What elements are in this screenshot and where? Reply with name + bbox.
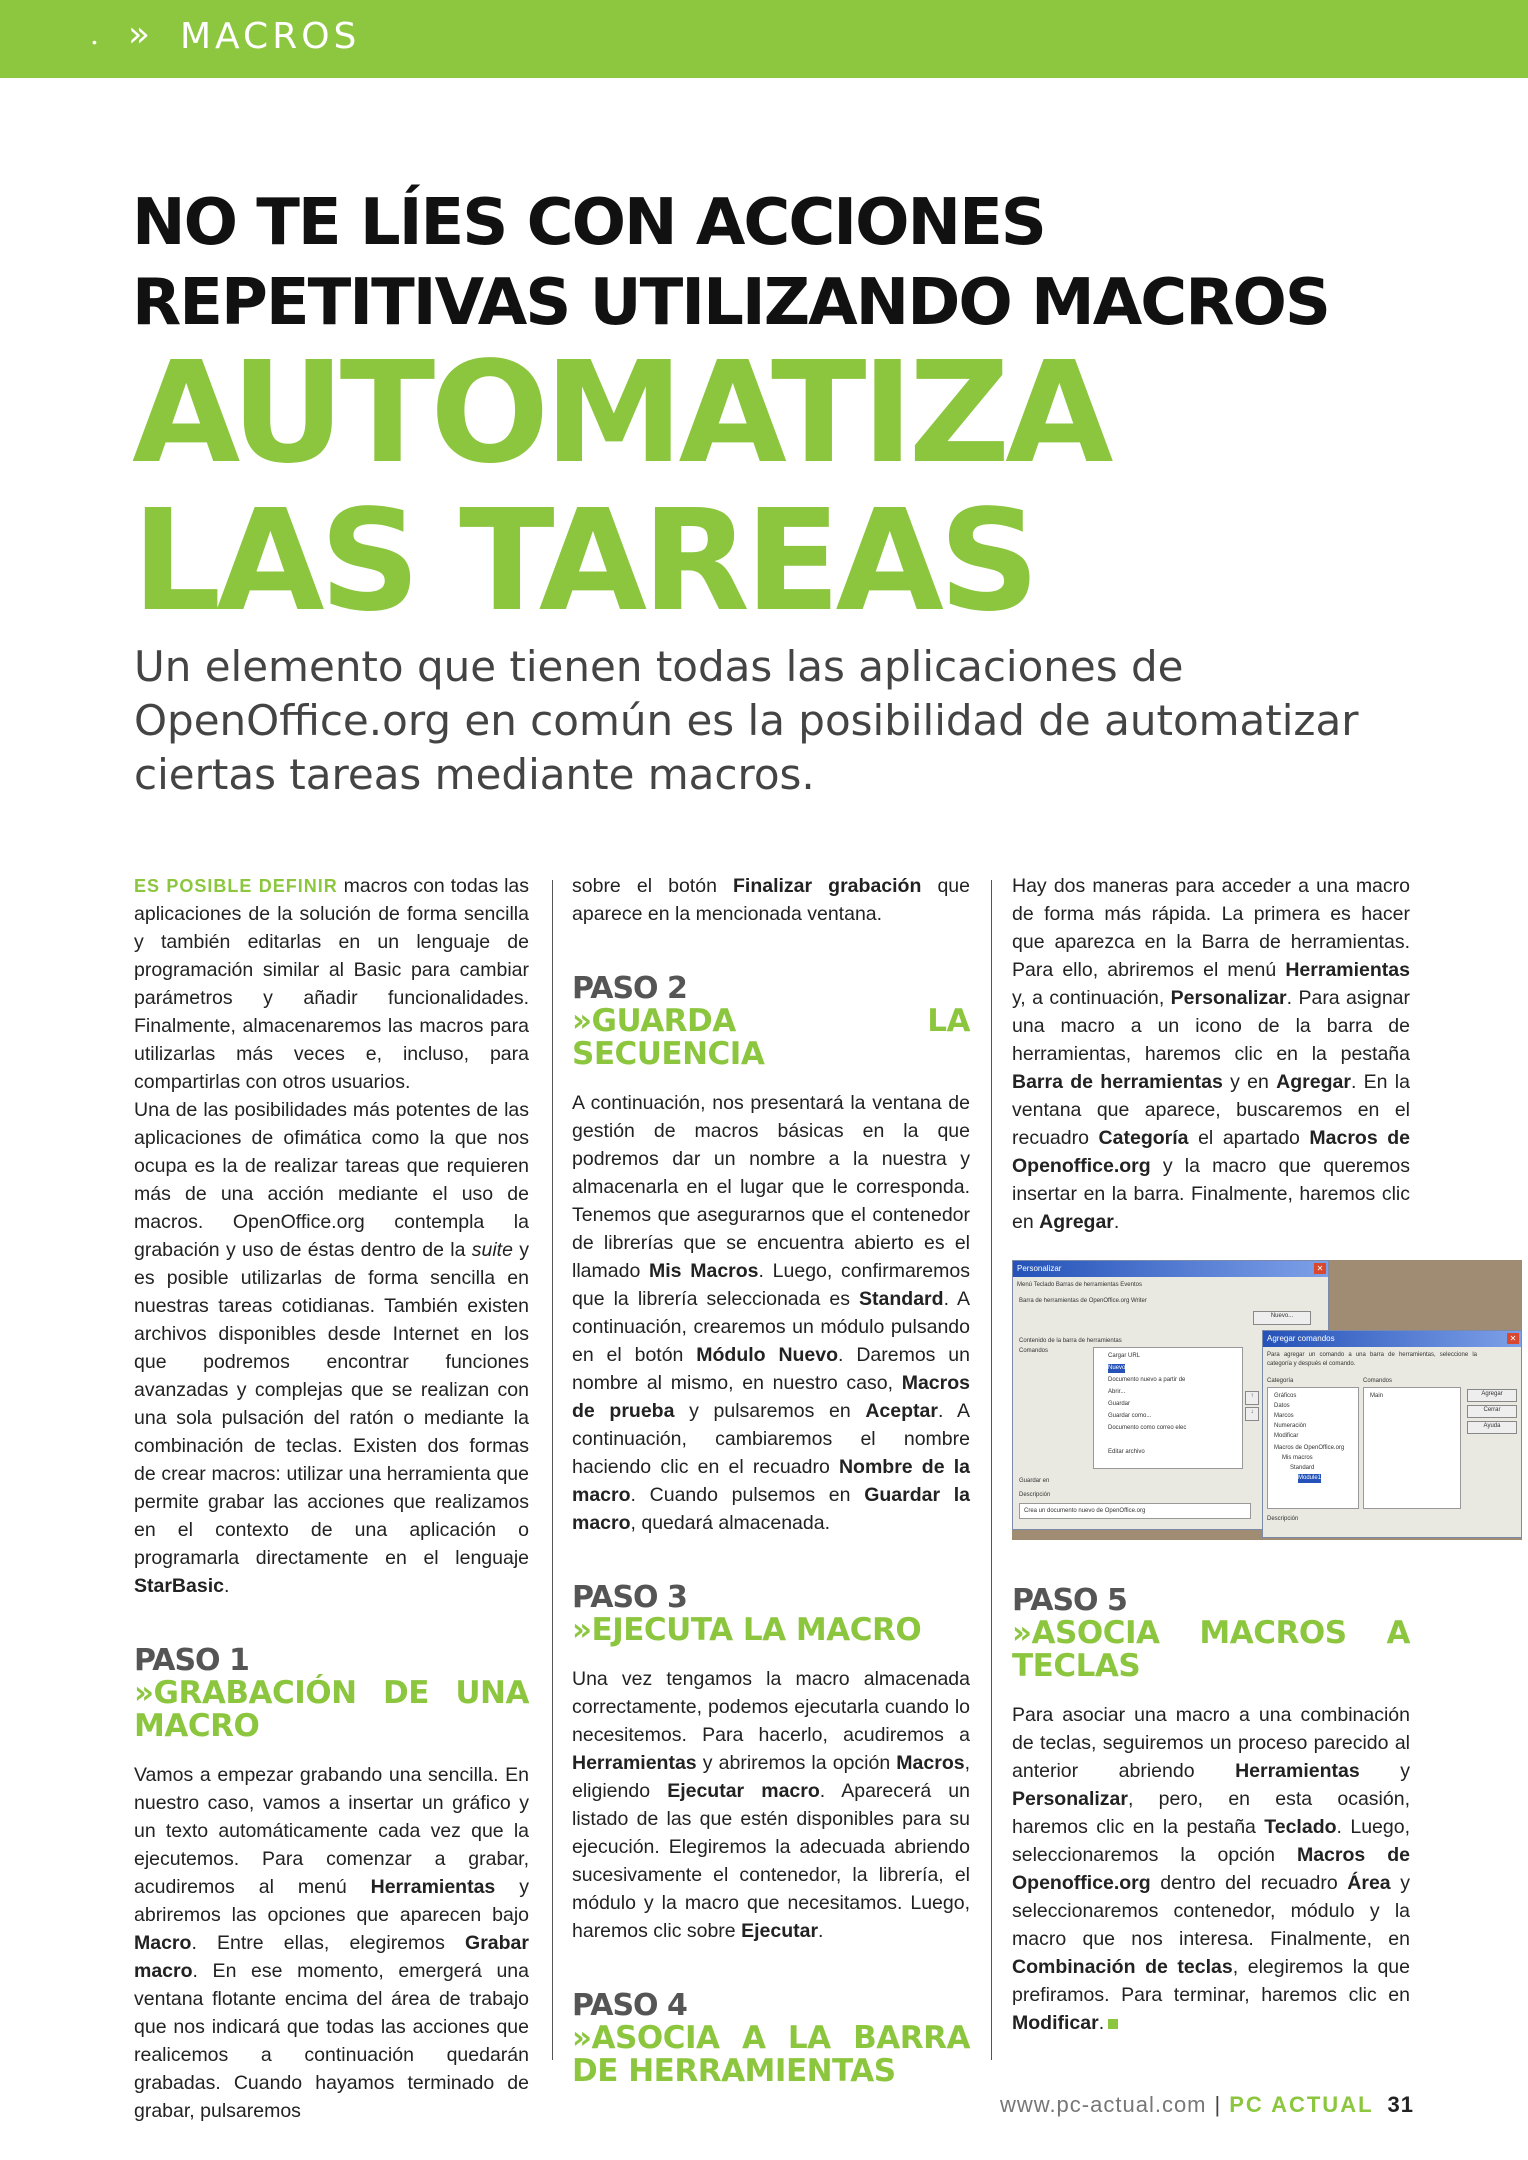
arrow-up-icon: ↑ <box>1245 1391 1259 1405</box>
page-number: 31 <box>1387 2092 1415 2117</box>
lead-in: ES POSIBLE DEFINIR <box>134 876 338 896</box>
step-number: PASO 4 <box>572 1988 687 2023</box>
close-button: Cerrar <box>1467 1405 1517 1418</box>
page-footer <box>1000 2092 1414 2118</box>
step-number: PASO 2 <box>572 971 687 1006</box>
description-box: Crea un documento nuevo de OpenOffice.org <box>1019 1503 1251 1519</box>
intro-paragraph: Un elemento que tienen todas las aplicaciones de OpenOffice.org en común es la posibilidad de automatizar ciertas tareas mediante macros. <box>134 642 1359 799</box>
save-in-label: Guardar en <box>1019 1478 1050 1484</box>
contents-label: Contenido de la barra de herramientas <box>1019 1338 1122 1344</box>
paragraph: Una vez tengamos la macro almacenada correctamente, podemos ejecutarla cuando lo necesitemos. Para hacerlo, acudiremos a Herramientas y abriremos la opción Macros, eligiendo Ejecutar macro. Aparecerá un listado de las que estén disponibles para su ejecución. Elegiremos la adecuada abriendo sucesivamente el contenedor, la librería, el módulo y la macro que necesitamos. Luego, haremos clic sobre Ejecutar. <box>572 1668 970 1942</box>
description-label: Descripción <box>1267 1516 1299 1522</box>
dialog-titlebar: Personalizar <box>1013 1261 1328 1277</box>
commands-label: Comandos <box>1019 1348 1049 1354</box>
column-divider-1 <box>552 880 553 2060</box>
close-icon: ✕ <box>1507 1333 1519 1344</box>
step-number: PASO 1 <box>134 1643 249 1678</box>
paragraph: sobre el botón Finalizar grabación que aparece en la mencionada ventana. <box>572 875 970 925</box>
step-2-heading <box>572 972 970 1071</box>
headline-line-1: NO TE LÍES CON ACCIONES <box>132 186 1045 260</box>
bullet-dot-icon: • <box>92 34 97 50</box>
section-label: MACROS <box>180 16 361 57</box>
paragraph: Hay dos maneras para acceder a una macro de forma más rápida. La primera es hacer que aparezca en la Barra de herramientas. Para ello, abriremos el menú Herramientas y, a continuación, Personalizar. Para asignar una macro a un icono de la barra de herramientas, haremos clic en la pestaña Barra de herramientas y en Agregar. En la ventana que aparece, buscaremos en el recuadro Categoría el apartado Macros de Openoffice.org y la macro que queremos insertar en la barra. Finalmente, haremos clic en Agregar. <box>1012 875 1411 1233</box>
title-line-2: LAS TAREAS <box>132 480 1035 643</box>
column-2 <box>572 872 970 2106</box>
commands-label: Comandos <box>1363 1378 1393 1384</box>
dialog-titlebar: Agregar comandos <box>1263 1331 1521 1347</box>
step-number: PASO 5 <box>1012 1583 1127 1618</box>
column-1 <box>134 872 529 2125</box>
commands-list: Main <box>1363 1387 1461 1509</box>
column-3 <box>1012 872 1517 2037</box>
add-commands-dialog <box>1262 1330 1522 1538</box>
step-title: »EJECUTA LA MACRO <box>572 1612 922 1648</box>
headline <box>132 183 1382 343</box>
arrow-down-icon: ↓ <box>1245 1407 1259 1421</box>
column-divider-2 <box>991 880 992 2060</box>
step-title: »GRABACIÓN DE UNA MACRO <box>134 1675 529 1744</box>
headline-line-2: REPETITIVAS UTILIZANDO MACROS <box>132 266 1329 340</box>
footer-separator: | <box>1214 2092 1222 2117</box>
commands-list: Cargar URL Nuevo Documento nuevo a partir de Abrir... Guardar Guardar como... Documento como correo elec Editar archivo <box>1093 1347 1243 1469</box>
category-tree: Gráficos Datos Marcos Numeración Modificar Macros de OpenOffice.org Mis macros Standard Module1 <box>1267 1387 1359 1509</box>
step-5-heading <box>1012 1584 1410 1683</box>
category-label: Categoría <box>1267 1378 1294 1384</box>
step-title: »GUARDA LA SECUENCIA <box>572 1003 970 1072</box>
magazine-name: PC ACTUAL <box>1229 2092 1374 2117</box>
dialog-tabs: Menú Teclado Barras de herramientas Eventos <box>1017 1282 1142 1288</box>
software-screenshot <box>1012 1260 1522 1540</box>
close-icon: ✕ <box>1314 1263 1326 1274</box>
paragraph: A continuación, nos presentará la ventana de gestión de macros básicas en la que podremos dar un nombre a la nuestra y almacenarla en el lugar que le corresponda. Tenemos que asegurarnos que el contenedor de librerías que se encuentra abierto es el llamado Mis Macros. Luego, confirmaremos que la librería seleccionada es Standard. A continuación, crearemos un módulo pulsando en el botón Módulo Nuevo. Daremos un nombre al mismo, en nuestro caso, Macros de prueba y pulsaremos en Aceptar. A continuación, cambiaremos el nombre haciendo clic en el recuadro Nombre de la macro. Cuando pulsemos en Guardar la macro, quedará almacenada. <box>572 1092 971 1534</box>
step-1-heading <box>134 1644 529 1743</box>
step-number: PASO 3 <box>572 1580 687 1615</box>
paragraph: Una de las posibilidades más potentes de las aplicaciones de ofimática como la que nos ocupa es la de realizar tareas que requieren más de una acción mediante el uso de macros. OpenOffice.org contempla la grabación y uso de éstas dentro de la suite y es posible utilizarlas de forma sencilla en nuestras tareas cotidianas. También existen archivos disponibles desde Internet en los que podremos encontrar funciones avanzadas y complejas que se realizan con una sola pulsación del ratón o mediante la combinación de teclas. Existen dos formas de crear macros: utilizar una herramienta que permite grabar las acciones que realizamos en el contexto de una aplicación o programarla directamente en el lenguaje StarBasic. <box>134 1099 529 1597</box>
step-title: »ASOCIA MACROS A TECLAS <box>1012 1615 1410 1684</box>
title-line-1: AUTOMATIZA <box>132 332 1109 495</box>
description-label: Descripción <box>1019 1492 1051 1498</box>
step-title: »ASOCIA A LA BARRA DE HERRAMIENTAS <box>572 2020 970 2089</box>
double-chevron-icon: » <box>128 14 145 55</box>
dialog-description: Para agregar un comando a una barra de herramientas, seleccione la categoría y después el comando. <box>1267 1352 1477 1367</box>
article-title <box>132 332 1232 643</box>
website-url: www.pc-actual.com <box>1000 2092 1207 2117</box>
paragraph: ES POSIBLE DEFINIR macros con todas las aplicaciones de la solución de forma sencilla y también editarlas en un lenguaje de programación similar al Basic para cambiar parámetros y añadir funcionalidades. Finalmente, almacenaremos las macros para utilizarlas más veces e, incluso, para compartirlas con otros usuarios. <box>134 875 529 1093</box>
paragraph: Para asociar una macro a una combinación de teclas, seguiremos un proceso parecido al anterior abriendo Herramientas y Personalizar, pero, en esta ocasión, haremos clic en la pestaña Teclado. Luego, seleccionaremos la opción Macros de Openoffice.org dentro del recuadro Área y seleccionaremos contenedor, módulo y la macro que nos interesa. Finalmente, en Combinación de teclas, elegiremos la que prefiramos. Para terminar, haremos clic en Modificar. <box>1012 1704 1411 2034</box>
toolbar-name: Barra de herramientas de OpenOffice.org Writer <box>1019 1298 1147 1304</box>
paragraph: Vamos a empezar grabando una sencilla. En nuestro caso, vamos a insertar un gráfico y un texto automáticamente cada vez que la ejecutemos. Para comenzar a grabar, acudiremos al menú Herramientas y abriremos las opciones que aparecen bajo Macro. Entre ellas, elegiremos Grabar macro. En ese momento, emergerá una ventana flotante encima del área de trabajo que nos indicará que todas las acciones que realicemos a continuación quedarán grabadas. Cuando hayamos terminado de grabar, pulsaremos <box>134 1764 529 2122</box>
section-header-bar <box>0 0 1528 78</box>
step-3-heading <box>572 1581 970 1647</box>
new-button: Nuevo... <box>1253 1311 1311 1325</box>
end-mark-icon <box>1108 2019 1118 2029</box>
step-4-heading <box>572 1989 970 2088</box>
help-button: Ayuda <box>1467 1421 1517 1434</box>
add-button: Agregar <box>1467 1389 1517 1402</box>
